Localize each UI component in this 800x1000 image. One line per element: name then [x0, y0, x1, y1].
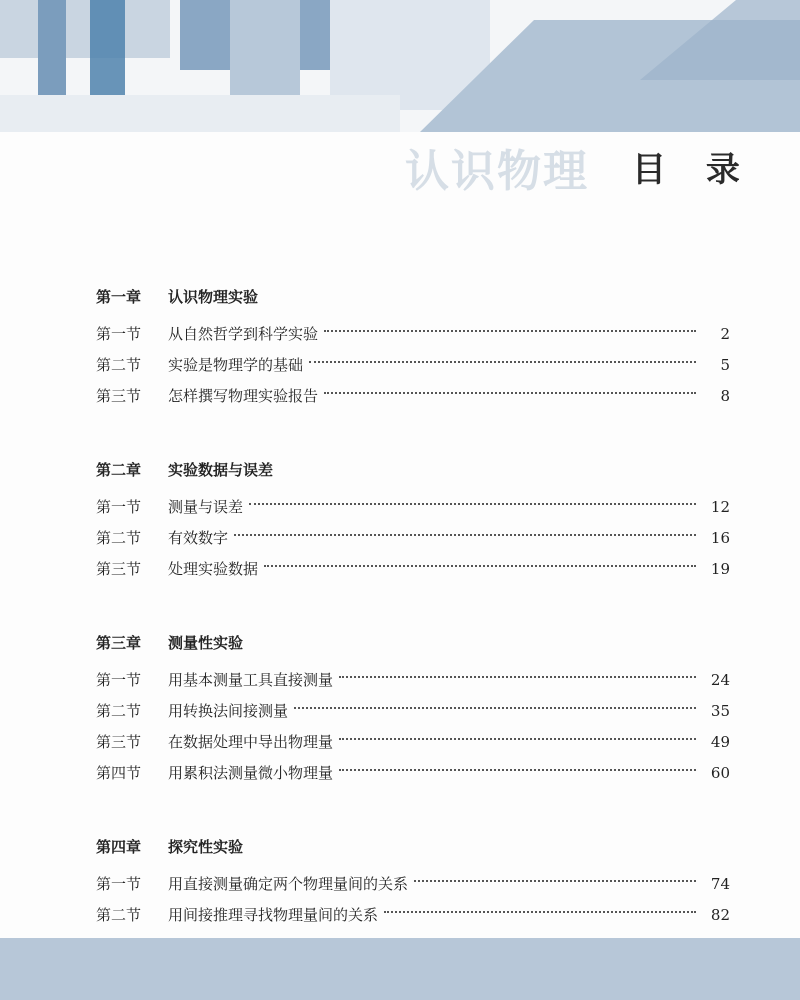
section-title: 在数据处理中导出物理量 — [168, 733, 334, 751]
page-number: 35 — [710, 701, 730, 720]
dot-leader — [264, 565, 696, 567]
section-number: 第三节 — [96, 733, 142, 751]
page-number: 60 — [710, 763, 730, 782]
chapter-title: 探究性实验 — [168, 837, 244, 856]
chapter-number: 第三章 — [96, 633, 142, 652]
dot-leader — [324, 330, 696, 332]
page-number: 5 — [720, 355, 730, 374]
toc-entry[interactable] — [96, 380, 730, 411]
chapter — [96, 282, 730, 411]
dot-leader — [339, 769, 696, 771]
page-number: 2 — [720, 324, 730, 343]
toc-entry[interactable] — [96, 868, 730, 899]
page-number: 74 — [710, 874, 730, 893]
section-title: 有效数字 — [168, 529, 229, 547]
toc-entry[interactable] — [96, 726, 730, 757]
page-number: 82 — [710, 905, 730, 924]
toc-entry[interactable] — [96, 522, 730, 553]
page-title: 目 录 — [632, 150, 754, 190]
dot-leader — [234, 534, 696, 536]
dot-leader — [249, 503, 696, 505]
page-number: 8 — [720, 386, 730, 405]
chapter — [96, 455, 730, 584]
section-title: 怎样撰写物理实验报告 — [168, 387, 319, 405]
page-number: 49 — [710, 732, 730, 751]
section-title: 实验是物理学的基础 — [168, 356, 304, 374]
section-number: 第一节 — [96, 875, 142, 893]
toc-entry[interactable] — [96, 318, 730, 349]
dot-leader — [414, 880, 696, 882]
dot-leader — [339, 738, 696, 740]
toc-entry[interactable] — [96, 491, 730, 522]
dot-leader — [324, 392, 696, 394]
section-title: 处理实验数据 — [168, 560, 259, 578]
deco-block — [0, 0, 170, 58]
section-number: 第三节 — [96, 560, 142, 578]
page-number: 16 — [710, 528, 730, 547]
section-title: 用基本测量工具直接测量 — [168, 671, 334, 689]
section-number: 第二节 — [96, 529, 142, 547]
page-number: 24 — [710, 670, 730, 689]
dot-leader — [339, 676, 696, 678]
chapter-title: 测量性实验 — [168, 633, 244, 652]
toc-entry[interactable] — [96, 757, 730, 788]
section-number: 第四节 — [96, 764, 142, 782]
section-number: 第一节 — [96, 671, 142, 689]
section-number: 第二节 — [96, 702, 142, 720]
toc-entry[interactable] — [96, 349, 730, 380]
section-title: 用直接测量确定两个物理量间的关系 — [168, 875, 409, 893]
deco-block — [0, 95, 400, 132]
section-number: 第二节 — [96, 906, 142, 924]
chapter — [96, 628, 730, 788]
section-title: 用转换法间接测量 — [168, 702, 289, 720]
chapter-number: 第二章 — [96, 460, 142, 479]
deco-block — [38, 0, 66, 95]
dot-leader — [294, 707, 696, 709]
section-number: 第一节 — [96, 325, 142, 343]
toc-entry[interactable] — [96, 664, 730, 695]
footer-band — [0, 938, 800, 1000]
chapter-heading[interactable] — [96, 455, 730, 483]
chapter-number: 第一章 — [96, 287, 142, 306]
dot-leader — [309, 361, 696, 363]
chapter-heading[interactable] — [96, 832, 730, 860]
toc-entry[interactable] — [96, 695, 730, 726]
section-title: 用累积法测量微小物理量 — [168, 764, 334, 782]
chapter-title: 实验数据与误差 — [168, 460, 274, 479]
section-title: 用间接推理寻找物理量间的关系 — [168, 906, 379, 924]
header-decoration — [0, 0, 800, 132]
chapter-heading[interactable] — [96, 282, 730, 310]
dot-leader — [384, 911, 696, 913]
section-number: 第三节 — [96, 387, 142, 405]
toc-entry[interactable] — [96, 553, 730, 584]
toc-entry[interactable] — [96, 899, 730, 930]
table-of-contents — [96, 282, 730, 961]
section-title: 测量与误差 — [168, 498, 244, 516]
section-number: 第一节 — [96, 498, 142, 516]
chapter-heading[interactable] — [96, 628, 730, 656]
section-title: 从自然哲学到科学实验 — [168, 325, 319, 343]
chapter-number: 第四章 — [96, 837, 142, 856]
ghost-text: 认识物理 — [405, 146, 589, 197]
deco-block — [90, 0, 125, 95]
page-number: 19 — [710, 559, 730, 578]
page-number: 12 — [710, 497, 730, 516]
section-number: 第二节 — [96, 356, 142, 374]
chapter-title: 认识物理实验 — [168, 287, 259, 306]
